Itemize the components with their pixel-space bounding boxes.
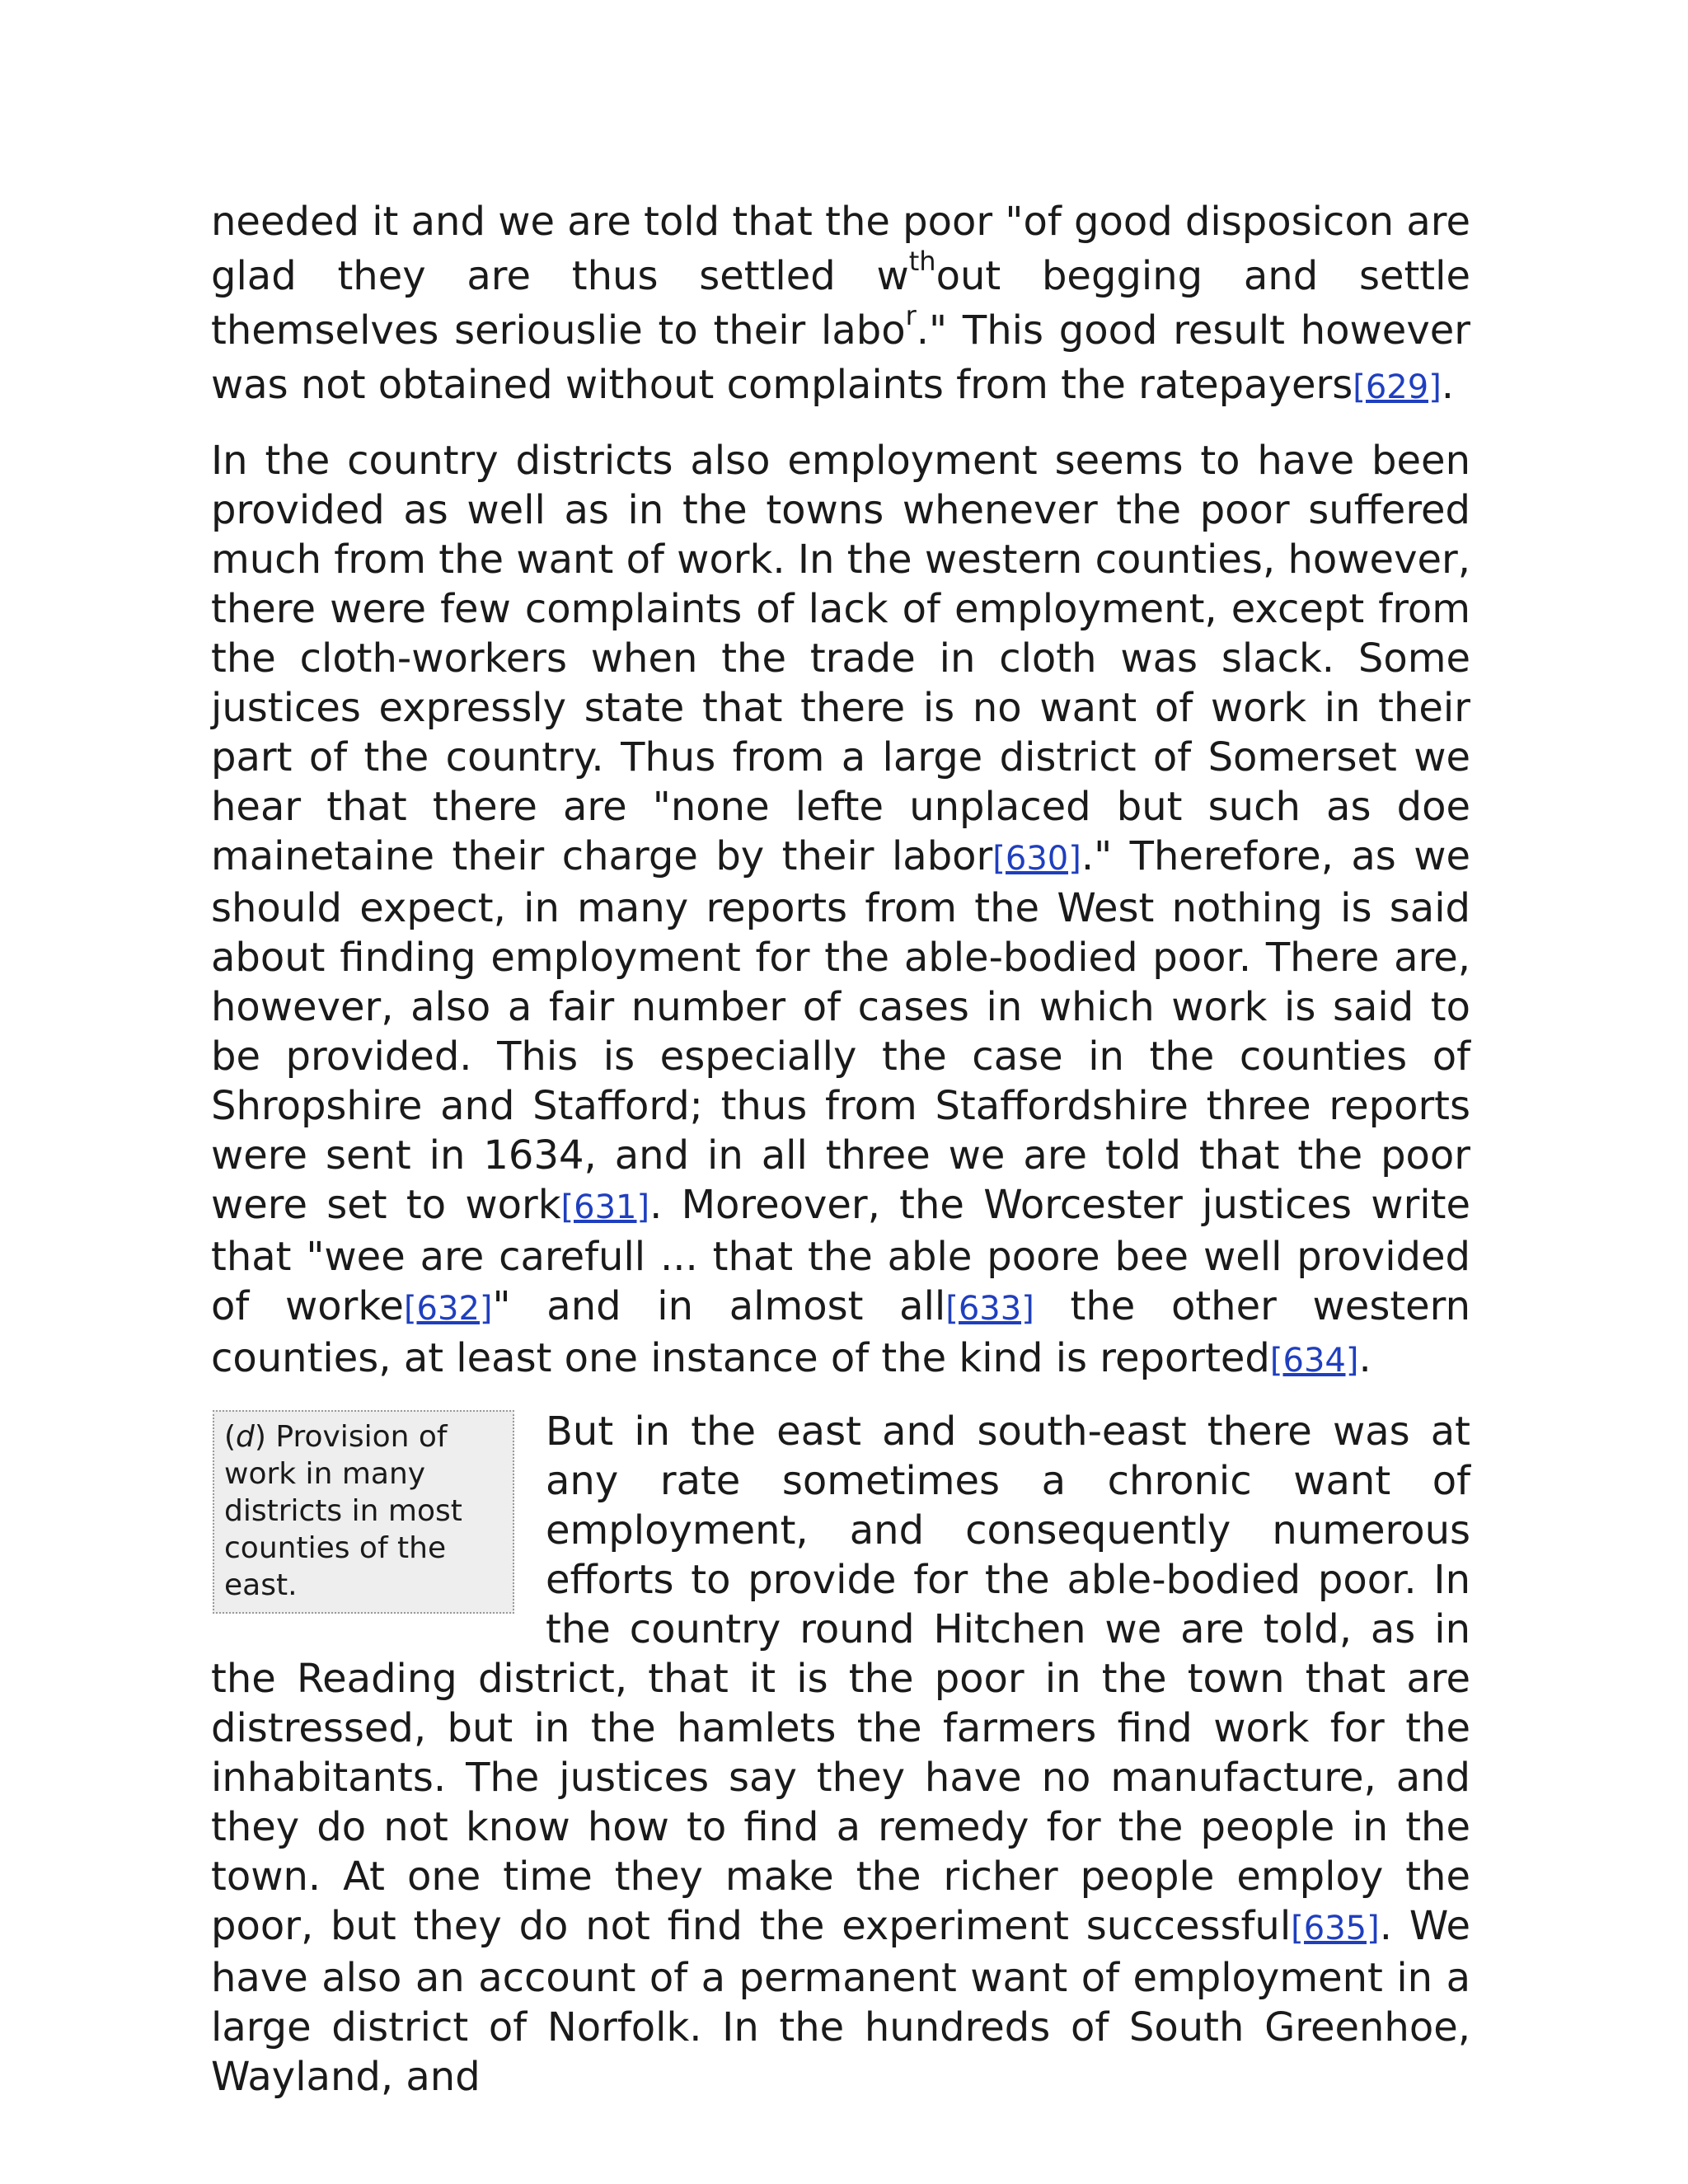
- footnote-link-633[interactable]: [633]: [945, 1290, 1034, 1328]
- text: out begging and settle themselves seriouslie to their labo: [211, 253, 1470, 354]
- text: But in the east and south-east there was at any rate sometimes a chronic want of employment, and consequently numerous efforts to provide for the able-bodied poor. In the country round Hitchen we are told, as in the Reading district, that it is the poor in the town that are distressed, but in the hamlets the farmers find work for the inhabitants. The justices say they have no manufacture, and they do not know how to find a remedy for the people in the town. At one time they make the richer people employ the poor, but they do not find the experiment successful: [211, 1408, 1470, 1949]
- text: In the country districts also employment seems to have been provided as well as in the towns whenever the poor suffered much from the want of work. In the western counties, however, there were few complaints of lack of employment, except from the cloth-workers when the trade in cloth was slack. Some justices expressly state that there is no want of work in their part of the country. Thus from a large district of Somerset we hear that there are "none lefte unplaced but such as doe mainetaine their charge by their labor: [211, 438, 1470, 879]
- sidenote-letter: d: [236, 1420, 255, 1454]
- footnote-link-630[interactable]: [630]: [992, 840, 1081, 878]
- text: the other western counties, at least one instance of the kind is reported: [211, 1283, 1470, 1381]
- text: .: [1441, 362, 1455, 408]
- text: ." This good result however was not obtained without complaints from the ratepayers: [211, 307, 1470, 408]
- footnote-link-634[interactable]: [634]: [1269, 1342, 1359, 1380]
- text: needed it and we are told that the poor "of good disposicon are glad they are thus settled w: [211, 199, 1470, 299]
- superscript: r: [905, 300, 917, 331]
- margin-sidenote: [213, 1410, 514, 1614]
- text: ." Therefore, as we should expect, in many reports from the West nothing is said about finding employment for the able-bodied poor. There are, however, also a fair number of cases in which work is said to be provided. This is especially the case in the counties of Shropshire and Stafford; thus from Staffordshire three reports were sent in 1634, and in all three we are told that the poor were set to work: [211, 833, 1470, 1228]
- sidenote-text: ) Provision of work in many districts in most counties of the east.: [224, 1420, 462, 1602]
- footnote-link-631[interactable]: [631]: [560, 1188, 650, 1226]
- sidenote-text: (: [224, 1420, 237, 1454]
- footnote-link-635[interactable]: [635]: [1291, 1910, 1380, 1947]
- text: . We have also an account of a permanent want of employment in a large district of Norfolk. In the hundreds of South Greenhoe, Wayland, and: [211, 1903, 1470, 2100]
- footnote-link-632[interactable]: [632]: [403, 1290, 493, 1328]
- superscript: th: [908, 246, 936, 277]
- document-page: [211, 194, 1470, 2123]
- footnote-link-629[interactable]: [629]: [1353, 368, 1442, 406]
- paragraph-1: [211, 194, 1470, 415]
- text: " and in almost all: [492, 1283, 946, 1329]
- text: .: [1358, 1335, 1372, 1381]
- paragraph-2: [211, 436, 1470, 1385]
- text: . Moreover, the Worcester justices write that "wee are carefull ... that the able poore bee well provided of worke: [211, 1182, 1470, 1329]
